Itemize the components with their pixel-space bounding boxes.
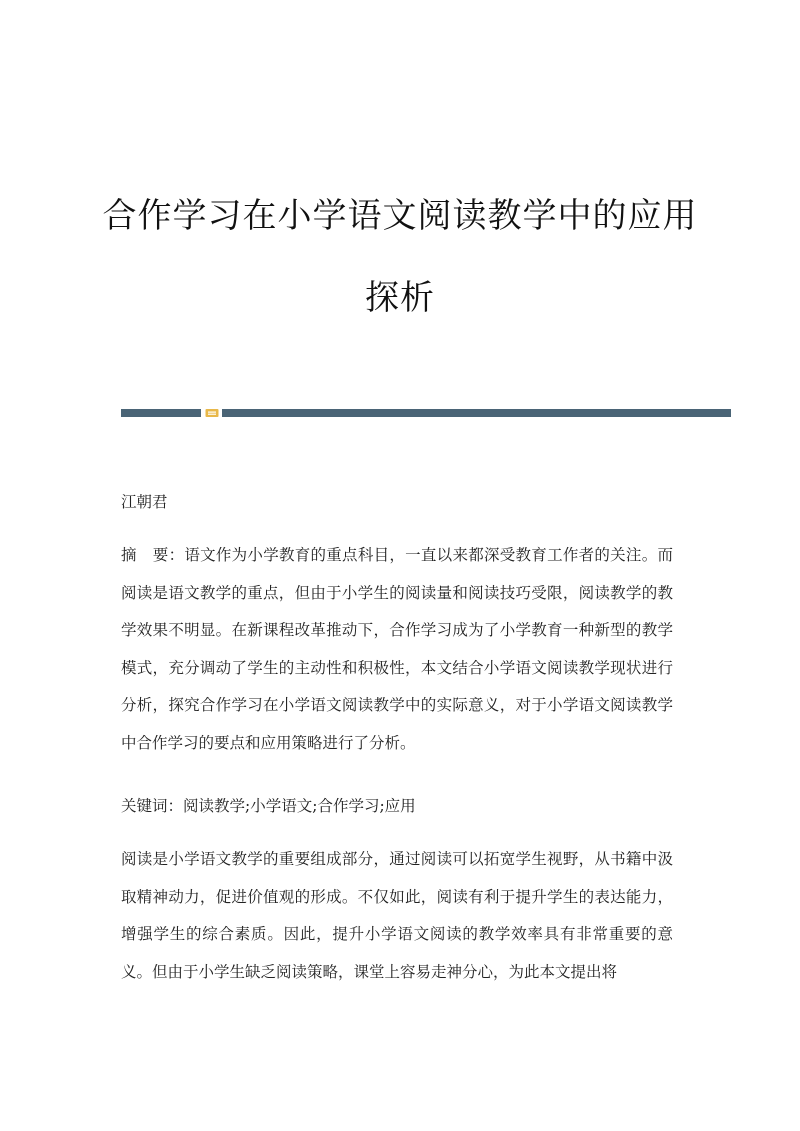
intro-paragraph: 阅读是小学语文教学的重要组成部分，通过阅读可以拓宽学生视野，从书籍中汲取精神动力，促进价值观的形成。不仅如此，阅读有利于提升学生的表达能力，增强学生的综合素质。因此，提升小学语文阅读的教学效率具有非常重要的意义。但由于小学生缺乏阅读策略，课堂上容易走神分心，为此本文提出将	[121, 850, 673, 981]
abstract-text: 语文作为小学教育的重点科目，一直以来都深受教育工作者的关注。而阅读是语文教学的重点，但由于小学生的阅读量和阅读技巧受限，阅读教学的教学效果不明显。在新课程改革推动下，合作学习成为了小学教育一种新型的教学模式，充分调动了学生的主动性和积极性，本文结合小学语文阅读教学现状进行分析，探究合作学习在小学语文阅读教学中的实际意义，对于小学语文阅读教学中合作学习的要点和应用策略进行了分析。	[121, 546, 673, 752]
abstract-label-second: 要	[152, 546, 169, 564]
abstract-label-separator: ：	[168, 546, 185, 564]
abstract-paragraph	[121, 537, 673, 762]
title-divider	[121, 409, 731, 417]
document-title-line-2: 探析	[365, 278, 435, 318]
document-title-line-1: 合作学习在小学语文阅读教学中的应用	[102, 196, 698, 236]
abstract-label-first: 摘	[121, 546, 153, 564]
keywords-label: 关键词：	[121, 797, 184, 815]
divider-bar-right	[222, 409, 731, 417]
divider-bar-left	[121, 409, 201, 417]
divider-ornament-icon	[205, 408, 219, 418]
author-name: 江朝君	[121, 493, 168, 511]
keywords-line	[121, 794, 673, 816]
keywords-value: 阅读教学;小学语文;合作学习;应用	[183, 797, 416, 815]
